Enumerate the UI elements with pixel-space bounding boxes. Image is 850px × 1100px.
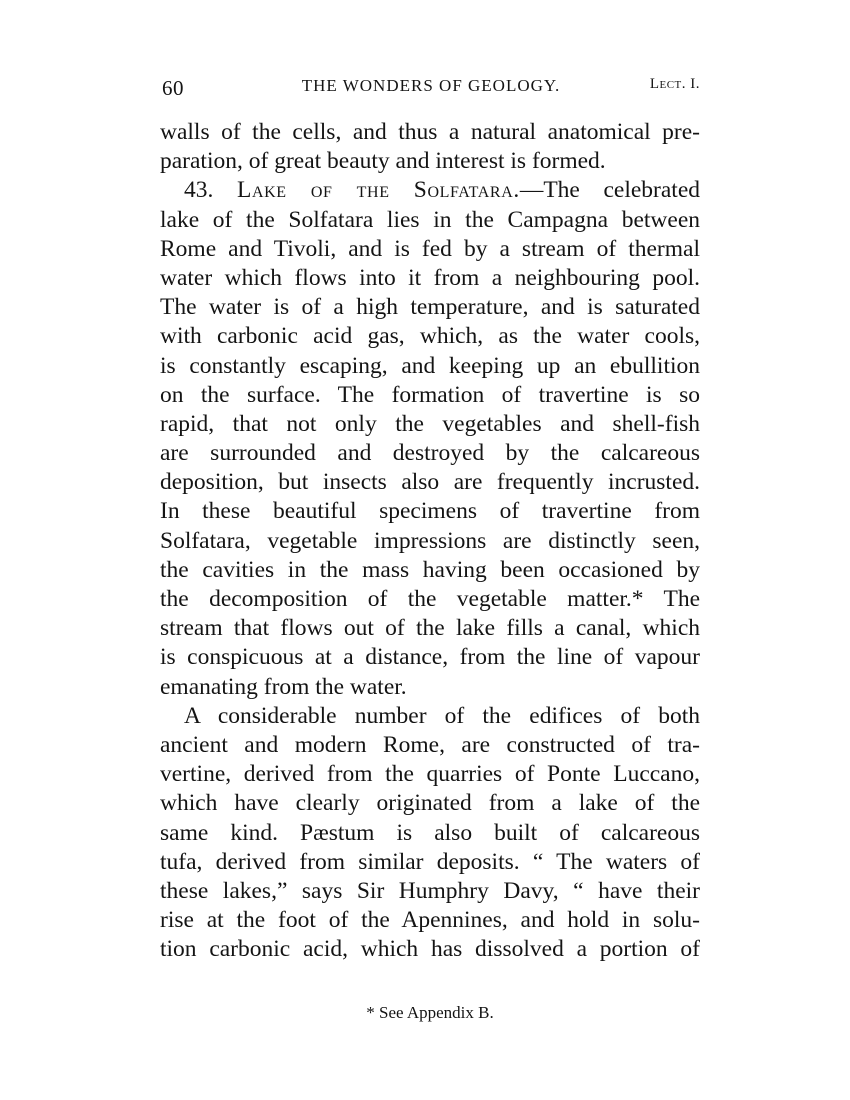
page-number: 60	[162, 76, 184, 100]
section-heading-line	[160, 176, 700, 205]
text-line: these lakes,” says Sir Humphry Davy, “ have their	[160, 877, 700, 904]
text-line: tion carbonic acid, which has dissolved a portion of	[160, 936, 700, 963]
text-line: walls of the cells, and thus a natural anatomical pre-	[160, 119, 700, 145]
text-line: are surrounded and destroyed by the calcareous	[160, 440, 700, 467]
text-line: stream that flows out of the lake fills a canal, which	[160, 615, 700, 642]
text-line: with carbonic acid gas, which, as the water cools,	[160, 323, 700, 350]
text-line: same kind. Pæstum is also built of calcareous	[160, 819, 700, 846]
text-line: Rome and Tivoli, and is fed by a stream of thermal	[160, 235, 700, 262]
text-line: deposition, but insects also are frequently incrusted.	[160, 469, 700, 496]
running-title: THE WONDERS OF GEOLOGY.	[301, 76, 561, 95]
text-line: ancient and modern Rome, are constructed of tra-	[160, 731, 700, 758]
text-line: which have clearly originated from a lake of the	[160, 790, 700, 817]
footnote: * See Appendix B.	[366, 1003, 494, 1022]
text-line: emanating from the water.	[160, 673, 407, 700]
text-line: Solfatara, vegetable impressions are distinctly seen,	[160, 527, 700, 554]
text-line: rapid, that not only the vegetables and shell-fish	[160, 410, 700, 437]
body-text	[160, 118, 700, 964]
text-line: is conspicuous at a distance, from the line of vapour	[160, 644, 700, 671]
text-line: the decomposition of the vegetable matter.* The	[160, 586, 700, 612]
text-line: on the surface. The formation of travertine is so	[160, 381, 700, 408]
text-line: tufa, derived from similar deposits. “ The waters of	[160, 848, 700, 875]
text-line: The water is of a high temperature, and is saturated	[160, 294, 700, 321]
text-line: rise at the foot of the Apennines, and hold in solu-	[160, 907, 700, 934]
text-line: water which flows into it from a neighbouring pool.	[160, 264, 700, 291]
text-line: the cavities in the mass having been occasioned by	[160, 556, 700, 583]
lecture-label: Lect. I.	[649, 76, 700, 92]
section-heading-rest: —The celebrated	[519, 177, 701, 204]
text-line: In these beautiful specimens of travertine from	[160, 498, 700, 525]
text-line: lake of the Solfatara lies in the Campagna between	[160, 206, 700, 233]
section-heading: Lake of the Solfatara.	[236, 177, 520, 204]
text-line: is constantly escaping, and keeping up an ebullition	[160, 352, 700, 379]
text-line: paration, of great beauty and interest is formed.	[160, 148, 606, 175]
running-head	[162, 76, 700, 102]
section-number: 43.	[184, 177, 214, 204]
text-line: vertine, derived from the quarries of Ponte Luccano,	[160, 761, 700, 788]
text-line: A considerable number of the edifices of both	[184, 702, 700, 729]
